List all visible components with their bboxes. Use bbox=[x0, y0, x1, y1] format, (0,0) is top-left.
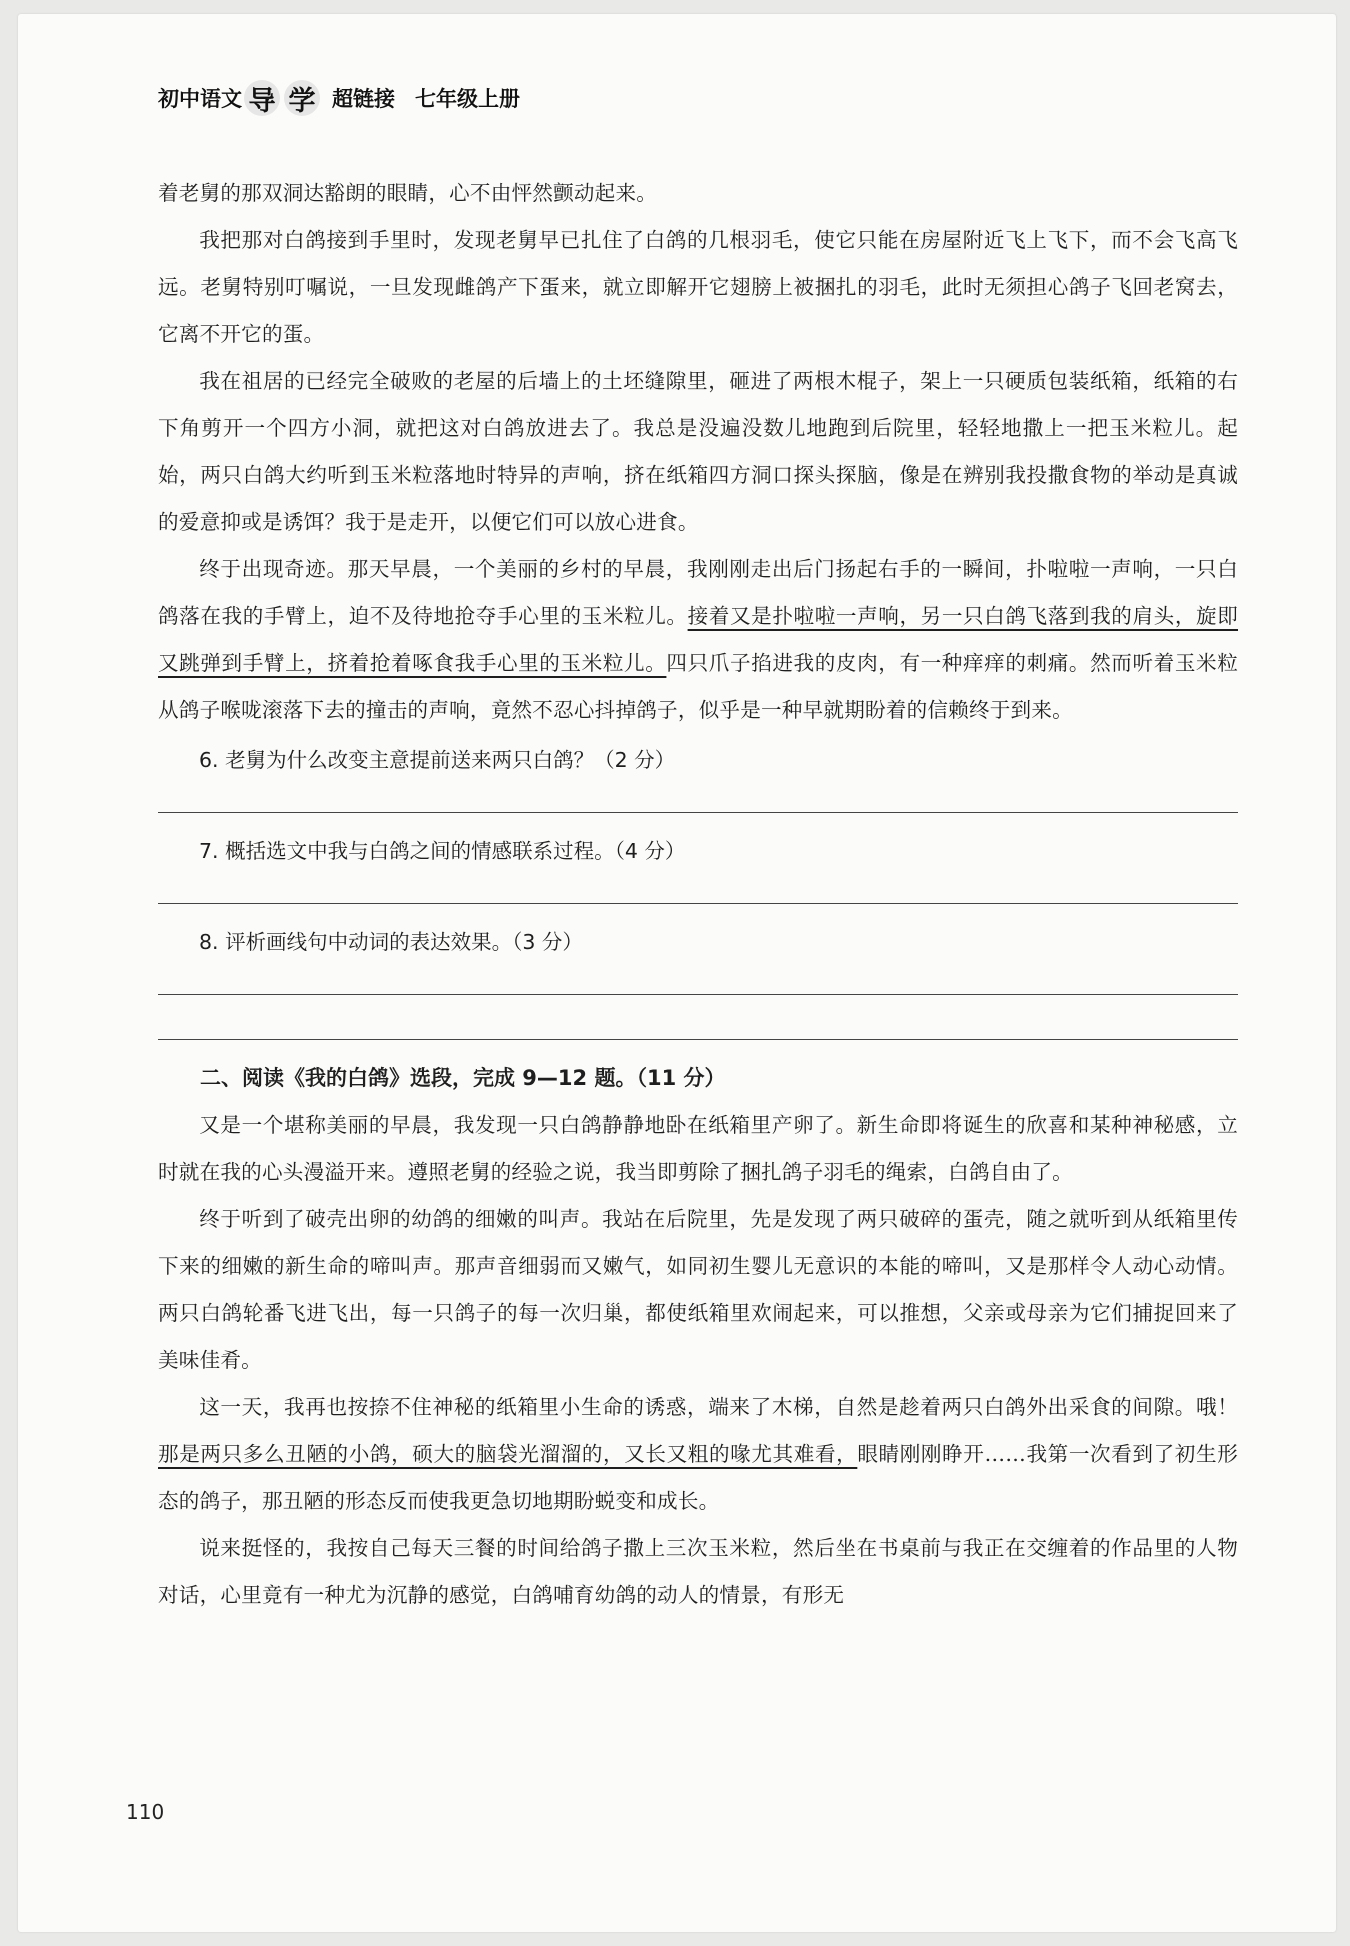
paragraph-5: 又是一个堪称美丽的早晨，我发现一只白鸽静静地卧在纸箱里产卵了。新生命即将诞生的欣喜和某种神秘感，立时就在我的心头漫溢开来。遵照老舅的经验之说，我当即剪除了捆扎鸽子羽毛的绳索，白鸽自由了。 bbox=[158, 1113, 1238, 1184]
paragraph-7-text-a: 这一天，我再也按捺不住神秘的纸箱里小生命的诱惑，端来了木梯，自然是趁着两只白鸽外出采食的间隙。哦！ bbox=[199, 1395, 1238, 1419]
underlined-sentence-2: 那是两只多么丑陋的小鸽，硕大的脑袋光溜溜的，又长又粗的喙尤其难看， bbox=[158, 1442, 858, 1466]
header-series: 超链接 bbox=[332, 87, 395, 111]
paragraph-4-text-a: 终于出现奇迹。那天早晨，一个美丽的乡村的早晨，我刚刚走出后门扬起右手的一瞬间，扑啦啦一声响，一只白鸽落在我的手臂上，迫不及待地抢夺手心里的玉米粒儿。 bbox=[158, 557, 1238, 628]
question-6: 6. 老舅为什么改变主意提前送来两只白鸽？（2 分） bbox=[199, 748, 676, 772]
page-header bbox=[158, 80, 520, 116]
paragraph-7-text-b: 眼睛刚刚睁开……我第一次看到了初生形态的鸽子，那丑陋的形态反而使我更急切地期盼蜕变和成长。 bbox=[158, 1442, 1238, 1513]
paragraph-6: 终于听到了破壳出卵的幼鸽的细嫩的叫声。我站在后院里，先是发现了两只破碎的蛋壳，随之就听到从纸箱里传下来的细嫩的新生命的啼叫声。那声音细弱而又嫩气，如同初生婴儿无意识的本能的啼叫，又是那样令人动心动情。两只白鸽轮番飞进飞出，每一只鸽子的每一次归巢，都使纸箱里欢闹起来，可以推想，父亲或母亲为它们捕捉回来了美味佳肴。 bbox=[158, 1207, 1238, 1372]
header-grade: 七年级上册 bbox=[415, 87, 520, 111]
header-xue-circle: 学 bbox=[284, 80, 320, 116]
underlined-sentence-1: 接着又是扑啦啦一声响，另一只白鸽飞落到我的肩头，旋即又跳弹到手臂上，挤着抢着啄食我手心里的玉米粒儿。 bbox=[158, 604, 1239, 675]
paragraph-7 bbox=[158, 1384, 1238, 1525]
question-7: 7. 概括选文中我与白鸽之间的情感联系过程。（4 分） bbox=[199, 839, 686, 863]
header-dao-circle: 导 bbox=[244, 80, 280, 116]
header-subject: 初中语文 bbox=[158, 87, 242, 111]
answer-line-8b[interactable] bbox=[158, 1039, 1238, 1040]
answer-line-7[interactable] bbox=[158, 903, 1238, 904]
paragraph-4 bbox=[158, 546, 1238, 734]
paragraph-1: 着老舅的那双洞达豁朗的眼睛，心不由怦然颤动起来。 bbox=[158, 181, 658, 205]
paragraph-4-text-b: 四只爪子掐进我的皮肉，有一种痒痒的刺痛。然而听着玉米粒从鸽子喉咙滚落下去的撞击的声响，竟然不忍心抖掉鸽子，似乎是一种早就期盼着的信赖终于到来。 bbox=[158, 651, 1238, 722]
book-page bbox=[18, 14, 1336, 1932]
section-2-title: 二、阅读《我的白鸽》选段，完成 9—12 题。（11 分） bbox=[200, 1066, 726, 1090]
page-content bbox=[158, 170, 1238, 1619]
answer-line-6[interactable] bbox=[158, 812, 1238, 813]
page-number: 110 bbox=[126, 1800, 165, 1824]
answer-line-8a[interactable] bbox=[158, 994, 1238, 995]
paragraph-2: 我把那对白鸽接到手里时，发现老舅早已扎住了白鸽的几根羽毛，使它只能在房屋附近飞上飞下，而不会飞高飞远。老舅特别叮嘱说，一旦发现雌鸽产下蛋来，就立即解开它翅膀上被捆扎的羽毛，此时无须担心鸽子飞回老窝去，它离不开它的蛋。 bbox=[158, 228, 1238, 346]
paragraph-8: 说来挺怪的，我按自己每天三餐的时间给鸽子撒上三次玉米粒，然后坐在书桌前与我正在交缠着的作品里的人物对话，心里竟有一种尤为沉静的感觉，白鸽哺育幼鸽的动人的情景，有形无 bbox=[158, 1536, 1238, 1607]
paragraph-3: 我在祖居的已经完全破败的老屋的后墙上的土坯缝隙里，砸进了两根木棍子，架上一只硬质包装纸箱，纸箱的右下角剪开一个四方小洞，就把这对白鸽放进去了。我总是没遍没数儿地跑到后院里，轻轻地撒上一把玉米粒儿。起始，两只白鸽大约听到玉米粒落地时特异的声响，挤在纸箱四方洞口探头探脑，像是在辨别我投撒食物的举动是真诚的爱意抑或是诱饵？我于是走开，以便它们可以放心进食。 bbox=[158, 369, 1238, 534]
question-8: 8. 评析画线句中动词的表达效果。（3 分） bbox=[199, 930, 583, 954]
